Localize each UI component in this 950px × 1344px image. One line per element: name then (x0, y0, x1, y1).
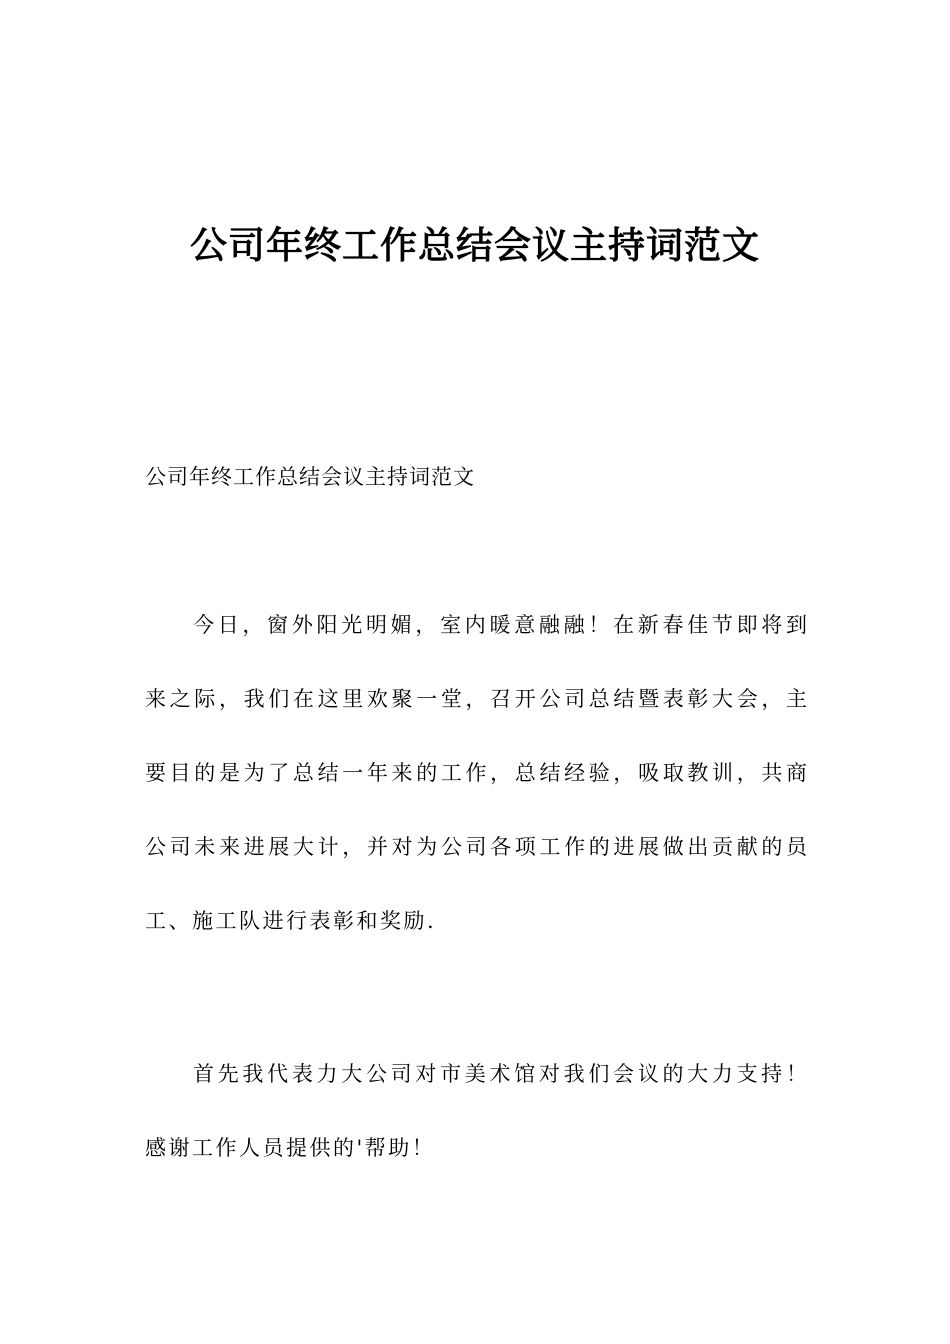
paragraph-line: 要目的是为了总结一年来的工作，总结经验，吸取教训，共商 (145, 761, 807, 785)
paragraph-line: 今日，窗外阳光明媚，室内暖意融融！在新春佳节即将到 (193, 613, 807, 637)
paragraph-thanks (145, 1037, 807, 1185)
paragraph-line: 首先我代表力大公司对市美术馆对我们会议的大力支持！ (193, 1062, 807, 1086)
paragraph-line: 公司未来进展大计，并对为公司各项工作的进展做出贡献的员 (145, 835, 807, 859)
paragraph-line: 感谢工作人员提供的'帮助！ (145, 1136, 436, 1160)
paragraph-opening (145, 588, 807, 958)
document-title: 公司年终工作总结会议主持词范文 (190, 224, 760, 267)
paragraph-line: 来之际，我们在这里欢聚一堂，召开公司总结暨表彰大会，主 (145, 687, 807, 711)
paragraph-line: 工、施工队进行表彰和奖励. (145, 909, 437, 933)
document-subtitle: 公司年终工作总结会议主持词范文 (145, 465, 475, 489)
